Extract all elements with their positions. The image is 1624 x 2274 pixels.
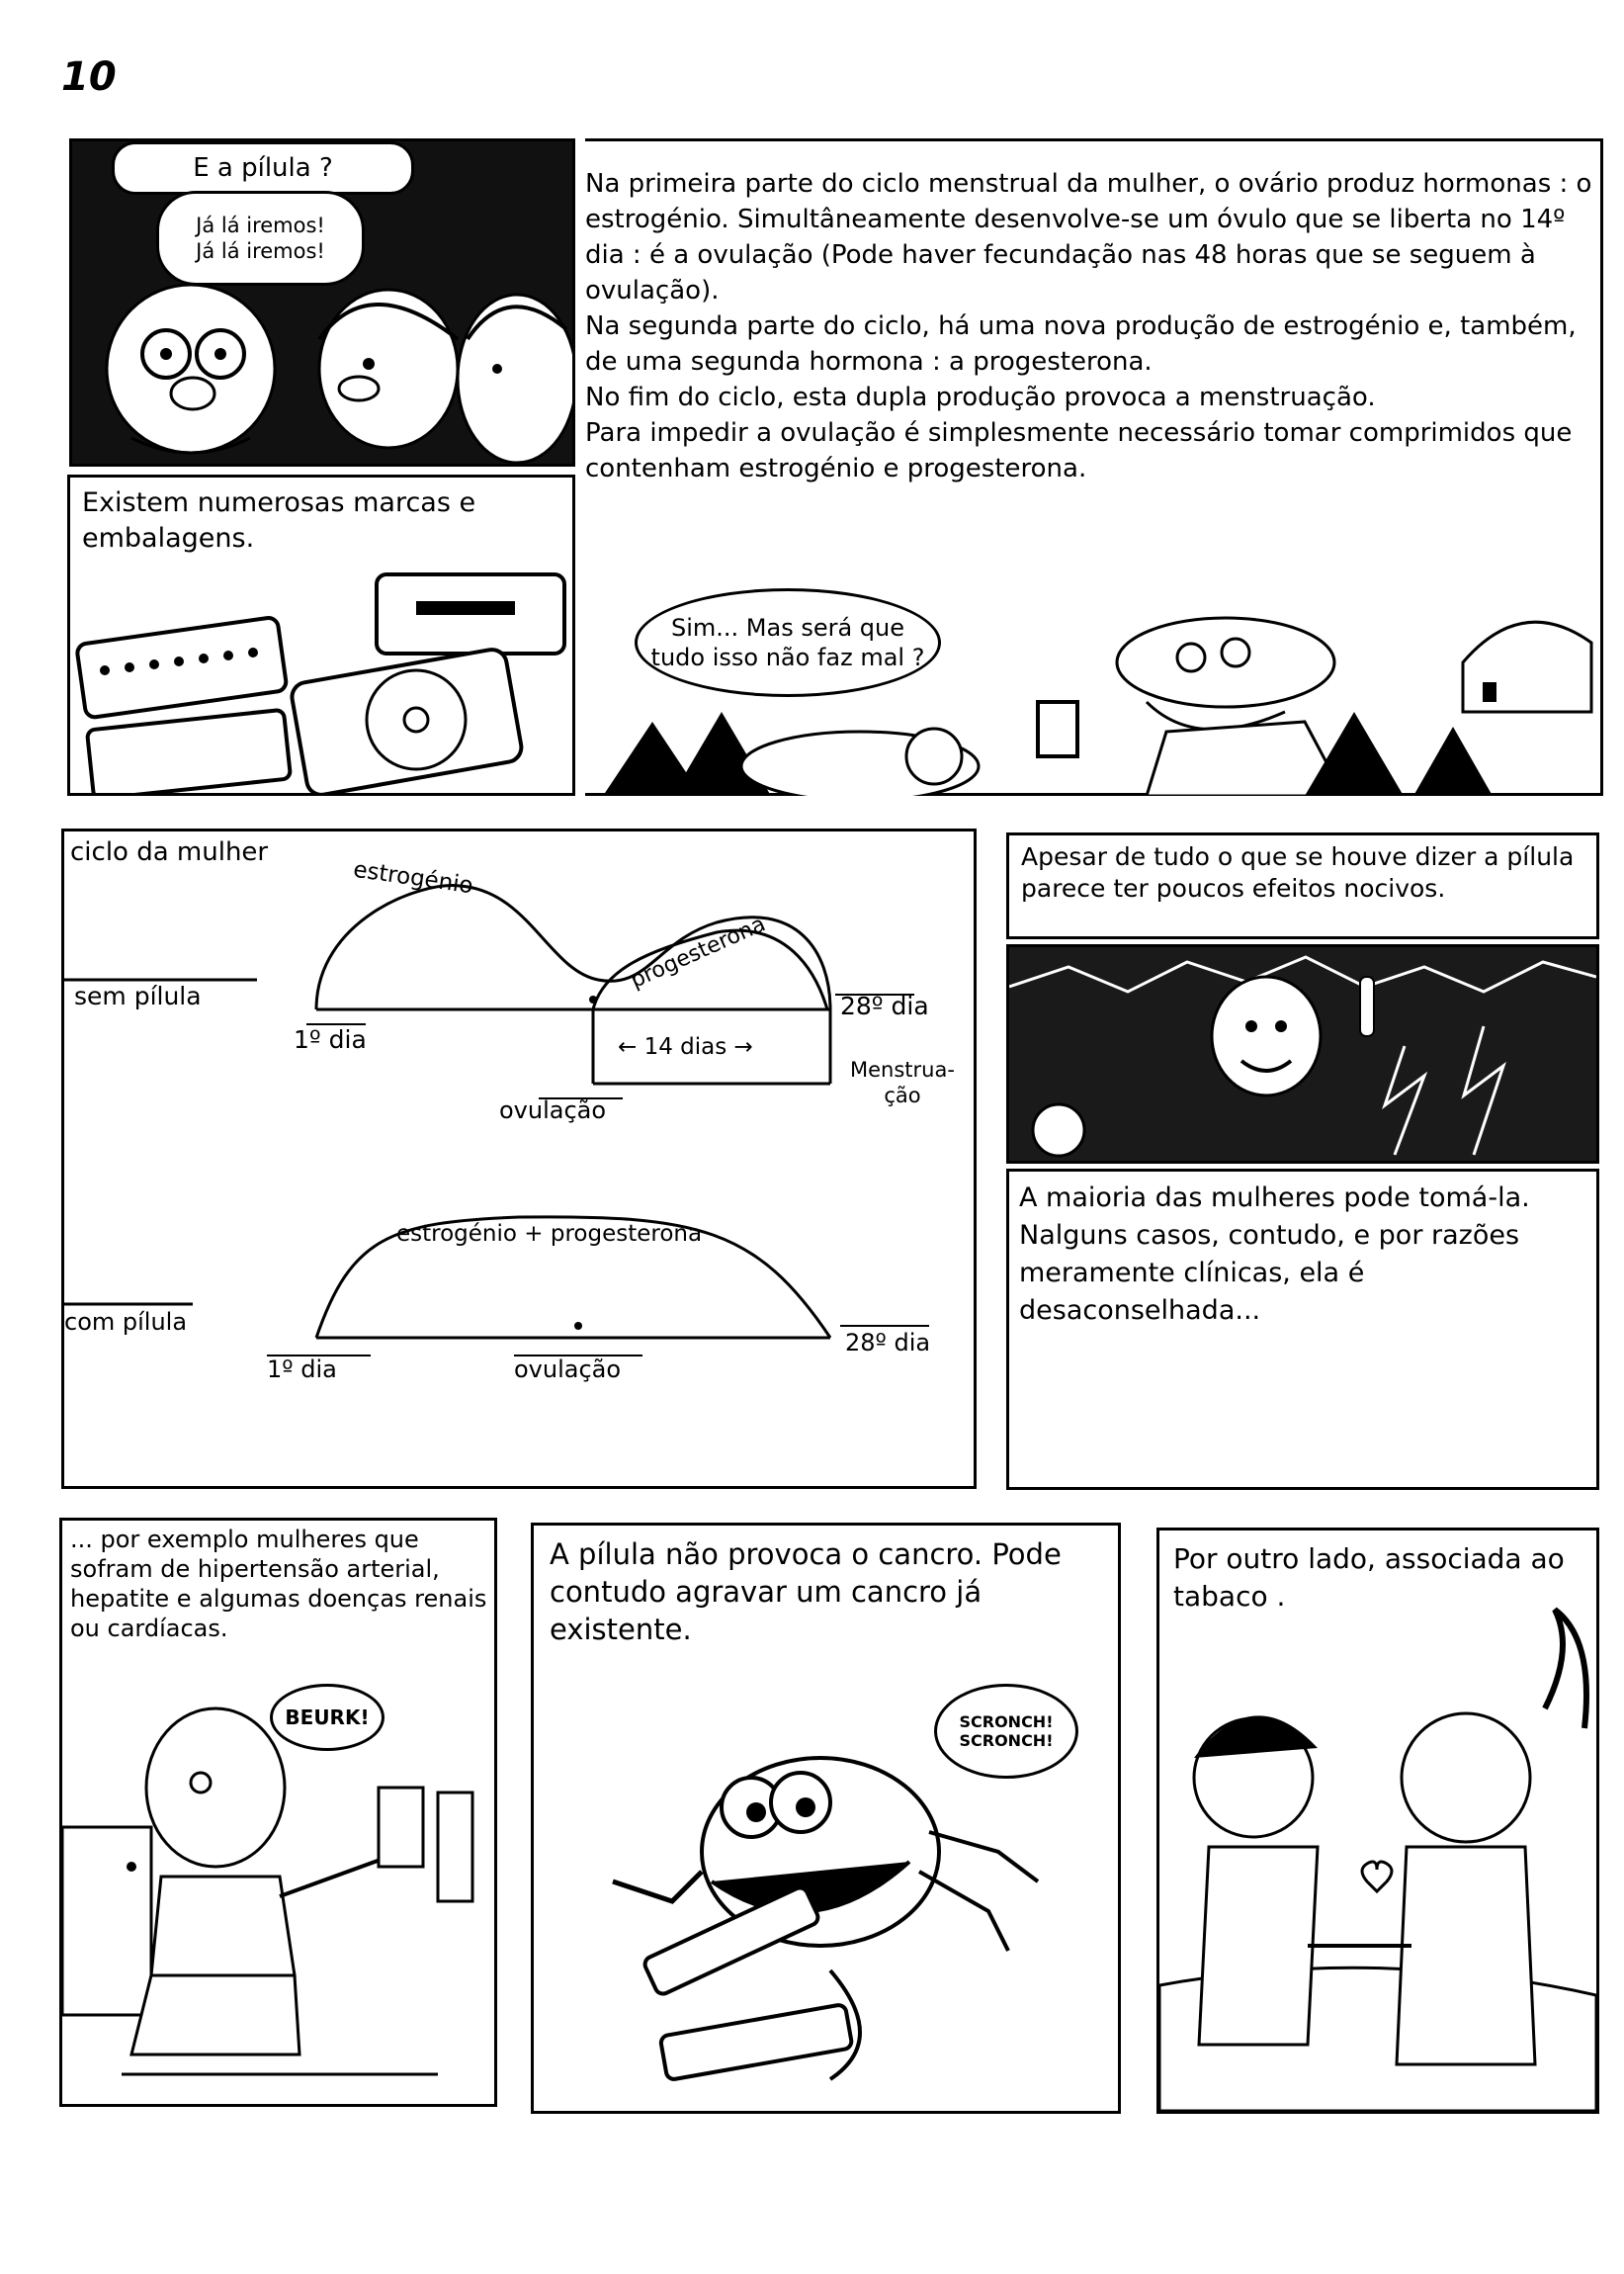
label-14-days: ← 14 dias →	[618, 1034, 753, 1060]
panel-characters	[69, 138, 575, 467]
bottom-right-caption-text: Por outro lado, associada ao tabaco .	[1173, 1542, 1565, 1613]
label-estrogen: estrogénio	[351, 856, 475, 900]
cycle-diagram	[64, 831, 974, 1486]
couple-illustration	[1159, 1531, 1596, 2111]
side-caption-bottom	[1019, 1180, 1590, 1330]
woman-speech-bubble	[635, 588, 941, 697]
label-without-pill: sem pílula	[74, 982, 202, 1010]
label-day1: 1º dia	[294, 1025, 367, 1054]
panel-village-woman	[593, 554, 1601, 796]
panel-cycle-diagram	[61, 829, 977, 1489]
label-combined-hormones: estrogénio + progesterona	[396, 1221, 703, 1247]
label-day28: 28º dia	[840, 992, 929, 1020]
beurk-speech-bubble	[270, 1684, 385, 1751]
side-caption-top	[1021, 841, 1589, 905]
label-menstruation: Menstrua- ção	[850, 1058, 955, 1107]
monster-bubble-text: SCRONCH! SCRONCH!	[959, 1712, 1054, 1750]
monster-speech-bubble	[934, 1684, 1078, 1779]
label-ovulation-2: ovulação	[514, 1356, 622, 1383]
woman-bubble-text: Sim... Mas será que tudo isso não faz mal ?	[650, 614, 925, 671]
panel-doctor	[1006, 944, 1599, 1164]
speech-bubble-answer	[156, 191, 365, 286]
doctor-illustration	[1009, 947, 1596, 1161]
sick-woman-illustration	[62, 1521, 494, 2104]
label-day28-2: 28º dia	[845, 1329, 931, 1356]
panel-sick-woman	[59, 1518, 497, 2107]
panel-pill-brands	[67, 475, 575, 796]
diagram-title: ciclo da mulher	[70, 837, 269, 867]
side-caption-top-text: Apesar de tudo o que se houve dizer a pílula parece ter poucos efeitos nocivos.	[1021, 842, 1575, 903]
label-day1-2: 1º dia	[267, 1356, 337, 1383]
beurk-bubble-text: BEURK!	[285, 1706, 370, 1729]
monster-illustration	[534, 1526, 1118, 2111]
page-number: 10	[61, 54, 117, 100]
bottom-mid-caption-text: A pílula não provoca o cancro. Pode contudo agravar um cancro já existente.	[550, 1537, 1062, 1646]
speech-bubble-question	[112, 141, 414, 195]
panel-cancer-monster	[531, 1523, 1121, 2114]
label-with-pill: com pílula	[64, 1308, 188, 1336]
brands-caption-text: Existem numerosas marcas e embalagens.	[82, 487, 476, 554]
panel-smoking-couple	[1156, 1528, 1599, 2114]
bubble-question-text: E a pílula ?	[193, 153, 333, 183]
panel-side-top-caption	[1006, 832, 1599, 939]
label-progesterone: progesterona	[627, 912, 770, 994]
bubble-answer-text: Já lá iremos! Já lá iremos!	[196, 214, 325, 263]
label-ovulation: ovulação	[499, 1096, 607, 1124]
intro-text-body: Na primeira parte do ciclo menstrual da mulher, o ovário produz hormonas : o estrogénio. Simultâneamente desenvolve-se um óvulo que se liberta no 14º dia : é a ovulação (Pode haver fecundação nas 48 horas que se seguem à ovulação). Na segunda parte do ciclo, há uma nova produção de estrogénio e, também, de uma segunda hormona : a progesterona. No fim do ciclo, esta dupla produção provoca a menstruação. Para impedir a ovulação é simplesmente necessário tomar comprimidos que contenham estrogénio e progesterona.	[585, 169, 1592, 483]
panel-side-bottom-caption	[1006, 1169, 1599, 1490]
pill-packs-illustration	[70, 478, 572, 793]
bottom-left-caption-text: ... por exemplo mulheres que sofram de hipertensão arterial, hepatite e algumas doenças renais ou cardíacas.	[70, 1526, 487, 1642]
side-caption-bottom-text: A maioria das mulheres pode tomá-la. Nalguns casos, contudo, e por razões meramente clínicas, ela é desaconselhada...	[1019, 1182, 1530, 1326]
